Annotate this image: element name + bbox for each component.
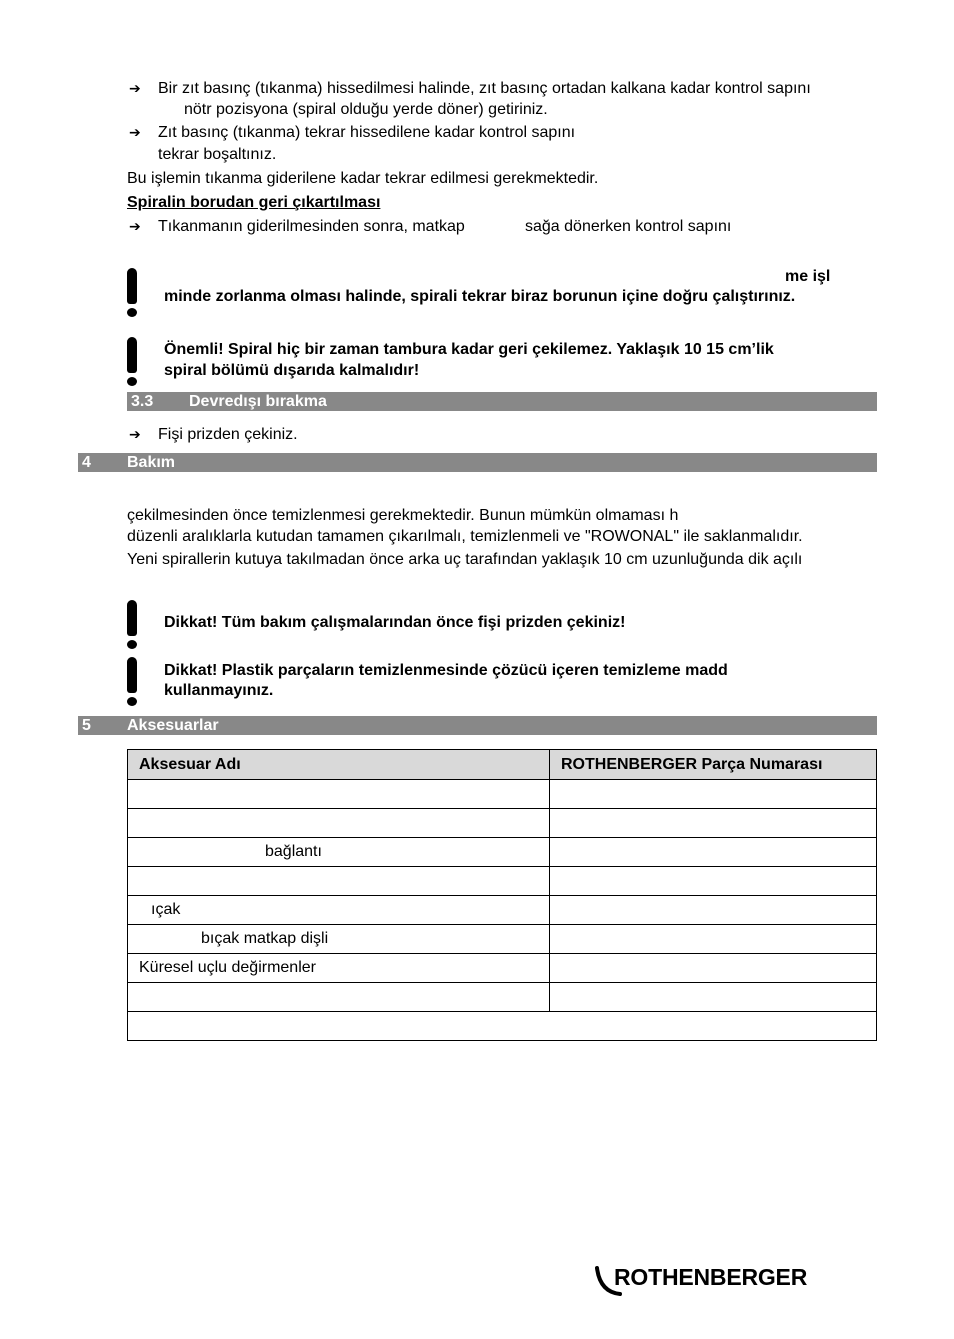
section-title: Devredışı bırakma <box>189 393 327 410</box>
accessories-table <box>127 749 877 1041</box>
table-row <box>128 780 877 809</box>
column-header: ROTHENBERGER Parça Numarası <box>550 750 877 780</box>
bullet-text: Zıt basınç (tıkanma) tekrar hissedilene kadar kontrol sapını <box>158 124 576 141</box>
table-cell <box>550 780 877 809</box>
arrow-right-icon: ➔ <box>129 80 141 96</box>
arrow-right-icon: ➔ <box>129 218 141 234</box>
table-cell <box>550 838 877 867</box>
table-cell: bıçak matkap dişli <box>128 925 550 954</box>
table-cell: bağlantı <box>128 838 550 867</box>
table-cell <box>550 983 877 1012</box>
section-heading-4 <box>78 453 877 472</box>
table-cell <box>128 1012 877 1041</box>
table-row <box>128 867 877 896</box>
warning-text: spiral bölümü dışarıda kalmalıdır! <box>164 362 420 379</box>
section-number: 3.3 <box>131 393 154 410</box>
section-heading-3-3 <box>127 392 877 411</box>
section-number: 5 <box>82 717 91 734</box>
table-cell <box>128 809 550 838</box>
table-row <box>128 896 877 925</box>
warning-text: Dikkat! Plastik parçaların temizlenmesinde çözücü içeren temizleme madd <box>164 662 728 679</box>
table-cell: Küresel uçlu değirmenler <box>128 954 550 983</box>
arrow-right-icon: ➔ <box>129 426 141 442</box>
paragraph-text: Yeni spirallerin kutuya takılmadan önce arka uç tarafından yaklaşık 10 cm uzunluğunda dik açılı <box>127 551 803 568</box>
warning-text: minde zorlanma olması halinde, spirali tekrar biraz borunun içine doğru çalıştırınız. <box>164 288 796 305</box>
table-cell <box>550 954 877 983</box>
paragraph-text: düzenli aralıklarla kutudan tamamen çıkarılmalı, temizlenmeli ve "ROWONAL" ile saklanmalıdır. <box>127 528 803 545</box>
warning-text: Önemli! Spiral hiç bir zaman tambura kadar geri çekilemez. Yaklaşık 10 15 cm’lik <box>164 341 774 358</box>
table-row <box>128 925 877 954</box>
table-cell: ıçak <box>128 896 550 925</box>
bullet-text: tekrar boşaltınız. <box>158 146 277 163</box>
table-cell <box>550 925 877 954</box>
table-row <box>128 983 877 1012</box>
table-row <box>128 954 877 983</box>
table-cell <box>128 983 550 1012</box>
table-cell <box>128 867 550 896</box>
warning-text: kullanmayınız. <box>164 682 274 699</box>
table-header-row <box>128 750 877 780</box>
paragraph-text: çekilmesinden önce temizlenmesi gerekmektedir. Bunun mümkün olmaması h <box>127 507 679 524</box>
section-title: Aksesuarlar <box>127 717 219 734</box>
bullet-text: Fişi prizden çekiniz. <box>158 426 298 443</box>
table-cell <box>128 780 550 809</box>
bullet-text: sağa dönerken kontrol sapını <box>525 218 732 235</box>
section-heading-5 <box>78 716 877 735</box>
bullet-text: Bir zıt basınç (tıkanma) hissedilmesi halinde, zıt basınç ortadan kalkana kadar kontrol sapını <box>158 80 811 97</box>
table-cell <box>550 867 877 896</box>
logo-text: ROTHENBERGER <box>614 1264 808 1290</box>
subheading: Spiralin borudan geri çıkartılması <box>127 194 381 211</box>
arrow-right-icon: ➔ <box>129 124 141 140</box>
section-number: 4 <box>82 454 91 471</box>
section-title: Bakım <box>127 454 176 471</box>
table-cell <box>550 896 877 925</box>
column-header: Aksesuar Adı <box>128 750 550 780</box>
bullet-text: Tıkanmanın giderilmesinden sonra, matkap <box>158 218 465 235</box>
table-row <box>128 838 877 867</box>
table-row <box>128 809 877 838</box>
rothenberger-logo <box>594 1262 834 1298</box>
table-cell <box>550 809 877 838</box>
warning-text: me işl <box>785 268 831 285</box>
table-footer-row <box>128 1012 877 1041</box>
bullet-text: nötr pozisyona (spiral olduğu yerde döner) getiriniz. <box>184 101 548 118</box>
warning-text: Dikkat! Tüm bakım çalışmalarından önce fişi prizden çekiniz! <box>164 614 626 631</box>
paragraph-text: Bu işlemin tıkanma giderilene kadar tekrar edilmesi gerekmektedir. <box>127 170 599 187</box>
